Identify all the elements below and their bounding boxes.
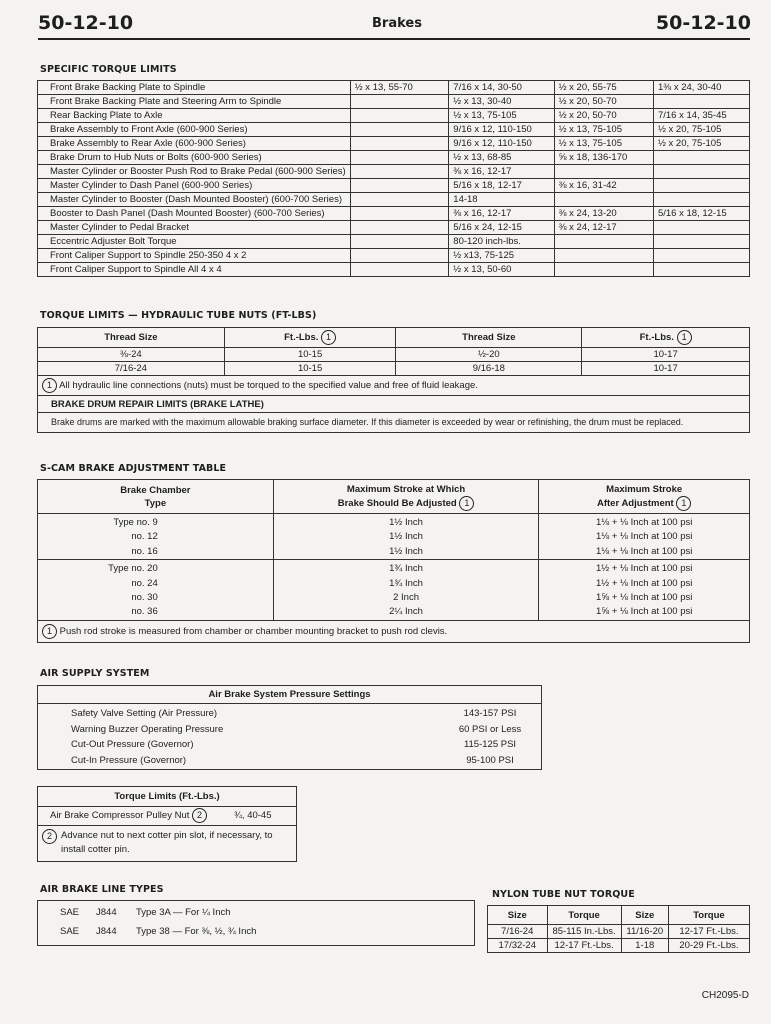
pressure-setting-row — [38, 722, 541, 738]
line-types-title: AIR BRAKE LINE TYPES — [40, 884, 164, 895]
pressure-setting-value: 115-125 PSI — [463, 739, 517, 750]
torque-value: ½ x 13, 30-40 — [449, 95, 554, 109]
nylon-title: NYLON TUBE NUT TORQUE — [492, 889, 635, 900]
col-ftlbs-1: Ft.-Lbs. 1 — [224, 328, 396, 348]
torque-value: ½ x 13, 75-105 — [554, 123, 653, 137]
ftlbs-cell: 10-15 — [224, 348, 396, 362]
col-thread-size-1: Thread Size — [38, 328, 225, 348]
torque-value: 14-18 — [449, 193, 554, 207]
standard-cell: SAE — [60, 926, 80, 937]
air-supply-title: AIR SUPPLY SYSTEM — [40, 668, 150, 679]
line-type-row — [38, 922, 474, 941]
torque-value — [350, 263, 449, 277]
ftlbs-cell: 10-17 — [582, 348, 750, 362]
torque-value — [350, 165, 449, 179]
table-row — [38, 165, 750, 179]
pressure-setting-label: Cut-In Pressure (Governor) — [71, 754, 187, 766]
torque-value — [653, 235, 749, 249]
table-row — [38, 95, 750, 109]
scam-value: Type no. 20 — [108, 563, 158, 575]
line-type-cell: Type 3A — For ¼ Inch — [136, 907, 231, 918]
torque-value — [554, 165, 653, 179]
document-code: CH2095-D — [701, 990, 749, 1001]
ref-circle: 1 — [42, 378, 57, 393]
torque-cell: 12-17 Ft.-Lbs. — [668, 925, 749, 939]
torque-item-label: Brake Assembly to Rear Axle (600-900 Series) — [38, 137, 351, 151]
torque-value — [554, 249, 653, 263]
table-row — [38, 151, 750, 165]
torque-item-label: Master Cylinder or Booster Push Rod to Brake Pedal (600-900 Series) — [38, 165, 351, 179]
compressor-row: Air Brake Compressor Pulley Nut 2 ¾, 40-45 — [38, 807, 296, 826]
torque-item-label: Front Caliper Support to Spindle All 4 x 4 — [38, 263, 351, 277]
torque-value — [350, 137, 449, 151]
ftlbs-cell: 10-15 — [224, 362, 396, 376]
pressure-setting-row — [38, 706, 541, 722]
pressure-setting-value: 143-157 PSI — [463, 708, 517, 719]
scam-group — [38, 560, 750, 621]
torque-value — [653, 249, 749, 263]
torque-value: ⅜ x 16, 12-17 — [449, 207, 554, 221]
scam-value: 1½ Inch — [389, 531, 423, 543]
table-row — [38, 81, 750, 95]
scam-note: 1 Push rod stroke is measured from chamber or chamber mounting bracket to push rod clevis. — [38, 620, 750, 642]
torque-item-label: Master Cylinder to Dash Panel (600-900 Series) — [38, 179, 351, 193]
pressure-setting-label: Safety Valve Setting (Air Pressure) — [71, 708, 218, 719]
scam-value: 1¾ Inch — [389, 577, 423, 589]
specific-torque-table — [37, 80, 750, 277]
thread-size-cell: 7/16-24 — [38, 362, 225, 376]
line-type-cell: Type 38 — For ⅜, ½, ¾ Inch — [136, 926, 257, 937]
ref-circle: 1 — [459, 496, 474, 511]
pressure-setting-row — [38, 737, 541, 753]
compressor-value: ¾, 40-45 — [234, 810, 272, 821]
size-cell: 11/16-20 — [621, 925, 668, 939]
thread-size-cell: ½-20 — [396, 348, 582, 362]
scam-value: 2¼ Inch — [389, 606, 423, 618]
spec-number-cell: J844 — [96, 926, 117, 937]
torque-value: 7/16 x 14, 30-50 — [449, 81, 554, 95]
scam-value: 1½ + ⅛ Inch at 100 psi — [595, 577, 693, 589]
drum-repair-text: Brake drums are marked with the maximum allowable braking surface diameter. If this diameter is exceeded by wear or refinishing, the drum must be replaced. — [38, 413, 750, 433]
torque-value: 9/16 x 12, 110-150 — [449, 137, 554, 151]
table-row — [488, 939, 750, 953]
table-row — [38, 109, 750, 123]
torque-value — [350, 235, 449, 249]
scam-value: Type no. 9 — [113, 517, 158, 528]
table-row — [38, 137, 750, 151]
torque-value — [653, 193, 749, 207]
pressure-setting-label: Warning Buzzer Operating Pressure — [71, 723, 224, 735]
stroke-adjust-cell — [273, 560, 539, 621]
torque-value: 5/16 x 18, 12-15 — [653, 207, 749, 221]
torque-item-label: Front Brake Backing Plate and Steering Arm to Spindle — [38, 95, 351, 109]
thread-size-cell: ⅜-24 — [38, 348, 225, 362]
torque-item-label: Brake Assembly to Front Axle (600-900 Series) — [38, 123, 351, 137]
scam-value: 1½ + ⅛ Inch at 100 psi — [595, 563, 693, 575]
torque-value: ⅜ x 24, 12-17 — [554, 221, 653, 235]
page-title: Brakes — [372, 16, 422, 31]
table-row — [38, 179, 750, 193]
pressure-setting-row — [38, 753, 541, 769]
torque-value: ½ x 20, 50-70 — [554, 95, 653, 109]
table-row — [38, 235, 750, 249]
col-max-stroke: Maximum Stroke at Which Brake Should Be Adjusted 1 — [273, 480, 539, 514]
torque-value: ½ x 13, 50-60 — [449, 263, 554, 277]
table-row — [38, 221, 750, 235]
specific-torque-title: SPECIFIC TORQUE LIMITS — [40, 64, 177, 75]
torque-value: ½ x 20, 55-75 — [554, 81, 653, 95]
torque-value: ½ x 13, 55-70 — [350, 81, 449, 95]
scam-value: no. 36 — [131, 606, 158, 618]
page-number-left: 50-12-10 — [38, 12, 134, 34]
torque-value: ½ x 20, 75-105 — [653, 123, 749, 137]
scam-value: no. 24 — [131, 577, 158, 589]
torque-value — [350, 207, 449, 221]
compressor-torque-box — [37, 786, 297, 862]
torque-value — [653, 221, 749, 235]
torque-item-label: Brake Drum to Hub Nuts or Bolts (600-900 Series) — [38, 151, 351, 165]
torque-value — [350, 151, 449, 165]
table-row — [38, 123, 750, 137]
torque-item-label: Front Caliper Support to Spindle 250-350 4 x 2 — [38, 249, 351, 263]
chamber-type-cell — [38, 560, 274, 621]
torque-value — [653, 263, 749, 277]
torque-value: ⅝ x 18, 136-170 — [554, 151, 653, 165]
scam-value: 1⅛ + ⅛ Inch at 100 psi — [595, 545, 693, 557]
torque-value: ⅜ x 16, 12-17 — [449, 165, 554, 179]
torque-value: 1⅜ x 24, 30-40 — [653, 81, 749, 95]
scam-value: 1⅛ + ⅛ Inch at 100 psi — [595, 531, 693, 543]
torque-value: ½ x 13, 68-85 — [449, 151, 554, 165]
size-cell: 7/16-24 — [488, 925, 548, 939]
stroke-adjust-cell — [273, 514, 539, 560]
scam-value: 1⅝ + ⅛ Inch at 100 psi — [595, 591, 693, 603]
torque-value: 7/16 x 14, 35-45 — [653, 109, 749, 123]
torque-item-label: Front Brake Backing Plate to Spindle — [38, 81, 351, 95]
scam-value: no. 30 — [131, 591, 158, 603]
line-types-box — [37, 900, 475, 946]
torque-item-label: Booster to Dash Panel (Dash Mounted Booster) (600-700 Series) — [38, 207, 351, 221]
torque-value — [350, 221, 449, 235]
table-row — [38, 362, 750, 376]
torque-value — [653, 179, 749, 193]
scam-value: 1⅛ + ⅛ Inch at 100 psi — [595, 517, 693, 528]
torque-value — [350, 179, 449, 193]
col-ftlbs-2: Ft.-Lbs. 1 — [582, 328, 750, 348]
scam-table — [37, 479, 750, 643]
col-thread-size-2: Thread Size — [396, 328, 582, 348]
page-number-right: 50-12-10 — [655, 12, 751, 34]
torque-value: ½ x 13, 75-105 — [449, 109, 554, 123]
torque-value: ½ x 13, 75-105 — [554, 137, 653, 151]
nylon-table — [487, 905, 750, 953]
table-row — [38, 207, 750, 221]
ref-circle: 1 — [677, 330, 692, 345]
standard-cell: SAE — [60, 907, 80, 918]
torque-value — [350, 95, 449, 109]
col-size-2: Size — [621, 906, 668, 925]
hydraulic-title: TORQUE LIMITS — HYDRAULIC TUBE NUTS (FT-LBS) — [40, 310, 317, 321]
torque-cell: 12-17 Ft.-Lbs. — [547, 939, 621, 953]
torque-item-label: Master Cylinder to Pedal Bracket — [38, 221, 351, 235]
torque-box-note: 2 Advance nut to next cotter pin slot, if necessary, to install cotter pin. — [38, 826, 296, 857]
pressure-setting-label: Cut-Out Pressure (Governor) — [71, 739, 194, 750]
table-row — [488, 925, 750, 939]
torque-value: 5/16 x 18, 12-17 — [449, 179, 554, 193]
ftlbs-cell: 10-17 — [582, 362, 750, 376]
ref-circle: 1 — [321, 330, 336, 345]
torque-value — [350, 123, 449, 137]
torque-item-label: Rear Backing Plate to Axle — [38, 109, 351, 123]
torque-value — [554, 235, 653, 249]
col-torque-1: Torque — [547, 906, 621, 925]
table-row — [38, 193, 750, 207]
header-rule — [38, 38, 750, 40]
col-brake-chamber: Brake Chamber Type — [38, 480, 274, 514]
ref-circle: 1 — [42, 624, 57, 639]
scam-value: no. 16 — [131, 545, 158, 557]
pressure-setting-value: 95-100 PSI — [466, 754, 514, 766]
scam-value: 2 Inch — [393, 591, 419, 603]
torque-value — [653, 165, 749, 179]
torque-value: 9/16 x 12, 110-150 — [449, 123, 554, 137]
torque-value — [653, 95, 749, 109]
table-row — [38, 263, 750, 277]
line-type-row — [38, 903, 474, 922]
col-max-after: Maximum Stroke After Adjustment 1 — [539, 480, 750, 514]
torque-value — [554, 193, 653, 207]
torque-value: ½ x 20, 75-105 — [653, 137, 749, 151]
scam-value: 1¾ Inch — [389, 563, 423, 575]
chamber-type-cell — [38, 514, 274, 560]
torque-cell: 20-29 Ft.-Lbs. — [668, 939, 749, 953]
scam-value: 1½ Inch — [389, 517, 423, 528]
ref-circle: 2 — [192, 808, 207, 823]
ref-circle: 2 — [42, 829, 57, 844]
torque-value — [350, 109, 449, 123]
scam-group — [38, 514, 750, 560]
scam-value: 1½ Inch — [389, 545, 423, 557]
scam-value: no. 12 — [131, 531, 158, 543]
torque-value: ⅜ x 24, 13-20 — [554, 207, 653, 221]
spec-number-cell: J844 — [96, 907, 117, 918]
torque-value — [350, 249, 449, 263]
torque-box-title: Torque Limits (Ft.-Lbs.) — [38, 787, 296, 807]
torque-value: 5/16 x 24, 12-15 — [449, 221, 554, 235]
table-row — [38, 348, 750, 362]
size-cell: 17/32-24 — [488, 939, 548, 953]
torque-value: ½ x13, 75-125 — [449, 249, 554, 263]
torque-value — [554, 263, 653, 277]
torque-cell: 85-115 In.-Lbs. — [547, 925, 621, 939]
stroke-after-cell — [539, 514, 750, 560]
ref-circle: 1 — [676, 496, 691, 511]
hydraulic-table — [37, 327, 750, 433]
torque-value: ⅜ x 16, 31-42 — [554, 179, 653, 193]
thread-size-cell: 9/16-18 — [396, 362, 582, 376]
hydraulic-note: 1 All hydraulic line connections (nuts) must be torqued to the specified value and free of fluid leakage. — [38, 376, 750, 396]
torque-item-label: Eccentric Adjuster Bolt Torque — [38, 235, 351, 249]
col-torque-2: Torque — [668, 906, 749, 925]
air-pressure-table-title: Air Brake System Pressure Settings — [38, 686, 541, 704]
pressure-setting-value: 60 PSI or Less — [458, 723, 522, 735]
stroke-after-cell — [539, 560, 750, 621]
scam-value: 1⅝ + ⅛ Inch at 100 psi — [595, 606, 693, 618]
torque-item-label: Master Cylinder to Booster (Dash Mounted Booster) (600-700 Series) — [38, 193, 351, 207]
torque-value — [350, 193, 449, 207]
col-size-1: Size — [488, 906, 548, 925]
air-supply-box — [37, 685, 542, 770]
scam-title: S-CAM BRAKE ADJUSTMENT TABLE — [40, 463, 227, 474]
torque-value: 80-120 inch-lbs. — [449, 235, 554, 249]
table-row — [38, 249, 750, 263]
size-cell: 1-18 — [621, 939, 668, 953]
torque-value — [653, 151, 749, 165]
drum-repair-title: BRAKE DRUM REPAIR LIMITS (BRAKE LATHE) — [38, 396, 750, 413]
torque-value: ½ x 20, 50-70 — [554, 109, 653, 123]
